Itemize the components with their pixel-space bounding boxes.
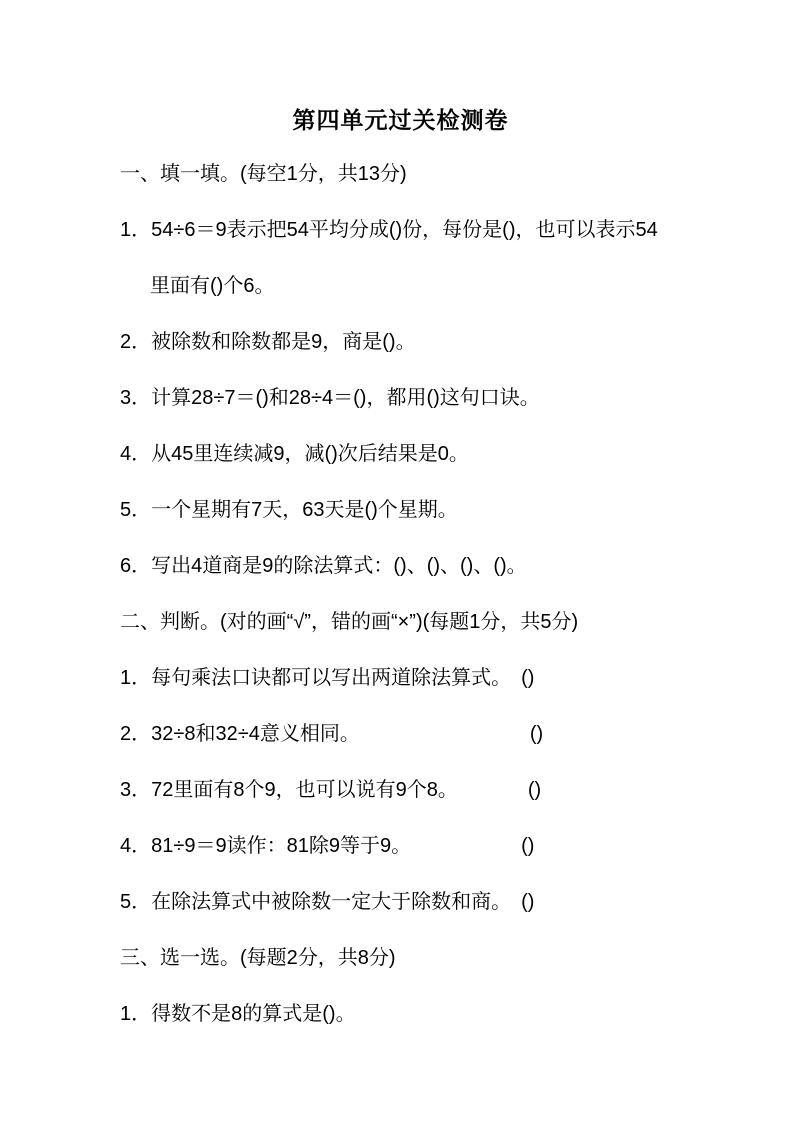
question-line: 5．在除法算式中被除数一定大于除数和商。 (): [120, 891, 535, 913]
question-line: 2．被除数和除数都是9，商是()。: [120, 331, 416, 353]
section-heading: 二、判断。(对的画“√”，错的画“×”)(每题1分，共5分): [120, 611, 579, 633]
section-heading: 一、填一填。(每空1分，共13分): [120, 163, 407, 185]
question-line: 4．81÷9＝9读作：81除9等于9。 (): [120, 835, 535, 857]
question-line: 1．每句乘法口诀都可以写出两道除法算式。 (): [120, 667, 535, 689]
question-line: 2．32÷8和32÷4意义相同。 (): [120, 723, 544, 745]
page-title: 第四单元过关检测卷: [292, 107, 509, 133]
section-heading: 三、选一选。(每题2分，共8分): [120, 947, 396, 969]
question-line: 里面有()个6。: [150, 275, 275, 297]
section-true-or-false: [120, 608, 681, 916]
section-fill-in-the-blanks: [120, 160, 681, 580]
question-line: 3．72里面有8个9，也可以说有9个8。 (): [120, 779, 542, 801]
question-line: 1．54÷6＝9表示把54平均分成()份，每份是()，也可以表示54: [120, 219, 658, 241]
question-line: 3．计算28÷7＝()和28÷4＝()，都用()这句口诀。: [120, 387, 540, 409]
document-body: [120, 160, 681, 1028]
section-multiple-choice: [120, 944, 681, 1028]
question-line: 4．从45里连续减9，减()次后结果是0。: [120, 443, 469, 465]
question-line: 6．写出4道商是9的除法算式：()、()、()、()。: [120, 555, 527, 577]
question-line: 5．一个星期有7天，63天是()个星期。: [120, 499, 458, 521]
question-line: 1．得数不是8的算式是()。: [120, 1003, 356, 1025]
